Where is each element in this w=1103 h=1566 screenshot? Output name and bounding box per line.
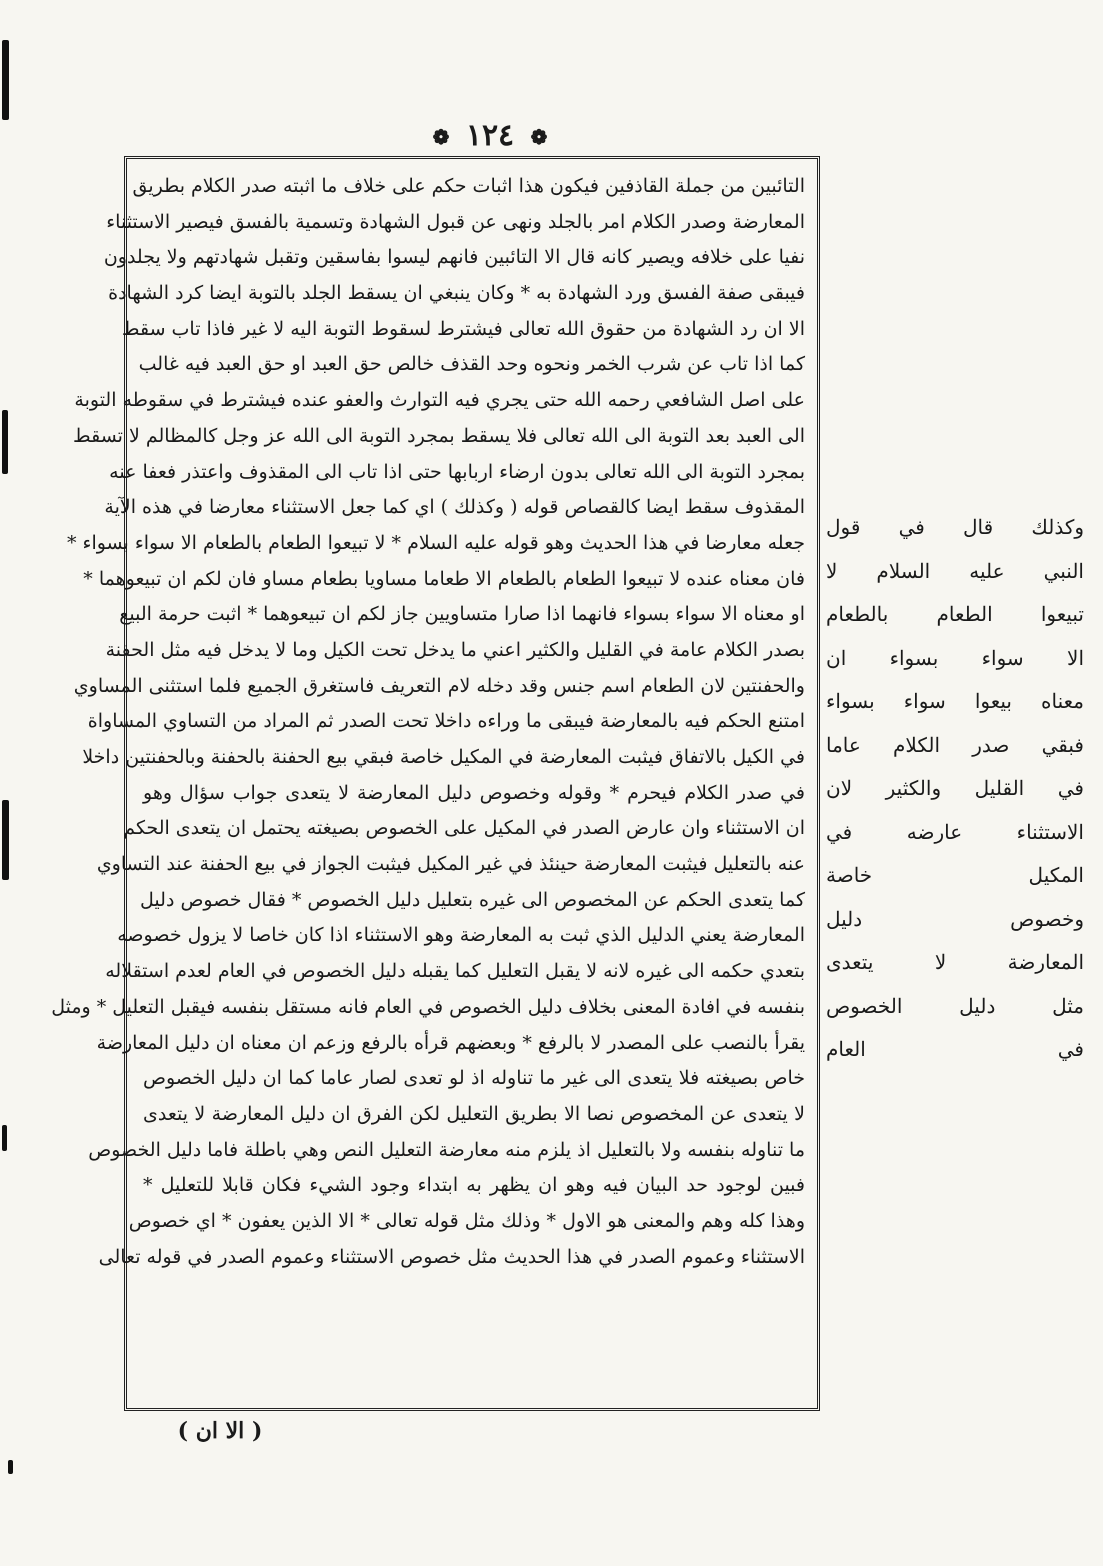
margin-note-line: الاستثناء عارضه في [826,819,1084,844]
margin-note-line: في القليل والكثير لان [826,776,1084,800]
text-line: عنه بالتعليل فيثبت المعارضة حينئذ في غير المكيل فيثبت الجواز في بيع الحفنة عند التساوي [96,853,805,876]
text-line: في صدر الكلام فيحرم * وقوله وخصوص دليل المعارضة لا يتعدى جواب سؤال وهو [143,781,805,804]
margin-note [826,506,1084,1061]
text-line: ان الاستثناء وان عارض الصدر في المكيل على الخصوص بصيغته يحتمل ان يتعدى الحكم [123,817,805,840]
text-line: كما يتعدى الحكم عن المخصوص الى غيره بتعليل دليل الخصوص * فقال خصوص دليل [140,888,805,911]
margin-note-line: فبقي صدر الكلام عاما [826,732,1084,757]
text-line: بتعدي حكمه الى غيره لانه لا يقبل التعليل كما يقبله دليل الخصوص في العام لعدم استقلاله [105,960,805,983]
catchword: ( الا ان ) [177,1418,263,1444]
main-text-body [51,169,805,1402]
margin-note-line: النبي عليه السلام لا [826,558,1084,583]
text-line: المعارضة يعني الدليل الذي ثبت به المعارضة وهو الاستثناء اذا كان خاصا لا يزول خصوصه [117,924,805,947]
text-line: يقرأ بالنصب على المصدر لا بالرفع * وبعضهم قرأه بالرفع وزعم ان معناه ان دليل المعارضة [96,1031,805,1054]
margin-note-line: الا سواء بسواء ان [826,645,1084,670]
text-line: خاص بصيغته فلا يتعدى الى غير ما تناوله اذ لو تعدى لصار عاما كما ان دليل الخصوص [143,1067,805,1090]
margin-note-line: تبيعوا الطعام بالطعام [826,602,1084,626]
scan-edge-mark [2,800,9,880]
margin-note-line: وخصوص دليل [826,906,1084,931]
text-line: والحفنتين لان الطعام اسم جنس وقد دخله لام التعريف فاستغرق الجميع فلما استثنى المساوي [73,674,805,697]
text-line: فان معناه عنده لا تبيعوا الطعام بالطعام الا طعاما مساويا بطعام مساو فان لكم ان تبيعوهما * [83,567,805,590]
text-line: التائبين من جملة القاذفين فيكون هذا اثبات حكم على خلاف ما اثبته صدر الكلام بطريق [132,175,805,197]
margin-note-line: في العام [826,1037,1084,1061]
text-line: الاستثناء وعموم الصدر في هذا الحديث مثل خصوص الاستثناء وعموم الصدر في قوله تعالى [98,1245,805,1268]
text-line: لا يتعدى عن المخصوص نصا الا بطريق التعليل لكن الفرق ان دليل المعارضة لا يتعدى [143,1102,805,1125]
margin-note-line: المكيل خاصة [826,863,1084,887]
text-line: كما اذا تاب عن شرب الخمر ونحوه وحد القذف خالص حق العبد او حق العبد فيه غالب [138,353,805,376]
text-line: الا ان رد الشهادة من حقوق الله تعالى فيشترط لسقوط التوبة اليه لا غير فاذا تاب سقط [121,317,805,340]
text-line: فبين لوجود حد البيان فيه وهو ان يظهر به ابتداء وجود الشيء فكان قابلا للتعليل * [143,1174,805,1197]
main-text-frame [51,156,820,1411]
text-line: ما تناوله بنفسه ولا بالتعليل اذ يلزم منه معارضة التعليل النص وهي باطلة فاما دليل الخصوص [88,1138,805,1161]
text-line: بمجرد التوبة الى الله تعالى بدون ارضاء اربابها حتى اذا تاب الى المقذوف واعتذر فعفا عنه [109,460,805,483]
scan-edge-mark [8,1460,13,1474]
ornament-icon: ❁ [530,125,548,149]
text-line: وهذا كله وهم والمعنى هو الاول * وذلك مثل قوله تعالى * الا الذين يعفون * اي خصوص [128,1209,805,1232]
margin-note-line: مثل دليل الخصوص [826,993,1084,1018]
text-line: بنفسه في افادة المعنى بخلاف دليل الخصوص في العام فانه مستقل بنفسه فيقبل التعليل * ومثل [51,995,805,1018]
page-number [420,118,560,154]
scan-edge-mark [2,40,9,120]
text-line: نفيا على خلافه ويصير كانه قال الا التائبين فانهم ليسوا بفاسقين وتقبل شهادتهم ولا يجلدون [103,246,805,269]
text-line: المعارضة وصدر الكلام امر بالجلد ونهى عن قبول الشهادة وتسمية بالفسق فيصير الاستثناء [106,210,805,233]
text-line: جعله معارضا في هذا الحديث وهو قوله عليه السلام * لا تبيعوا الطعام بالطعام الا سواء بسواء * [66,531,805,554]
text-line: المقذوف سقط ايضا كالقصاص قوله ( وكذلك ) اي كما جعل الاستثناء معارضا في هذه الآية [104,496,805,519]
text-line: على اصل الشافعي رحمه الله حتى يجري فيه التوارث والعفو عنده فيشترط في سقوطه التوبة [74,389,805,412]
margin-note-line: المعارضة لا يتعدى [826,950,1084,974]
text-line: او معناه الا سواء بسواء فانهما اذا صارا متساويين جاز لكم ان تبيعوهما * اثبت حرمة البيع [119,603,805,626]
page-number-value: ١٢٤ [465,118,515,153]
text-line: الى العبد بعد التوبة الى الله تعالى فلا يسقط بمجرد التوبة الى الله عز وجل كالمظالم لا تسقط [73,424,805,447]
scan-edge-mark [2,410,8,474]
scan-edge-mark [2,1125,7,1151]
ornament-icon: ❁ [432,125,450,149]
text-line: بصدر الكلام عامة في القليل والكثير اعني ما يدخل تحت الكيل وما لا يدخل فيه مثل الحفنة [105,638,805,661]
text-line: في الكيل بالاتفاق فيثبت المعارضة في المكيل خاصة فبقي بيع الحفنة بالحفنة وبالحفنتين داخلا [82,746,805,768]
text-line: فيبقى صفة الفسق ورد الشهادة به * وكان ينبغي ان يسقط الجلد بالتوبة ايضا كرد الشهادة [108,282,805,305]
text-line: امتنع الحكم فيه بالمعارضة فيبقى ما وراءه داخلا تحت الصدر ثم المراد من التساوي المساواة [87,710,805,733]
margin-note-line: معناه بيعوا سواء بسواء [826,689,1084,713]
margin-note-line: وكذلك قال في قول [826,515,1084,539]
